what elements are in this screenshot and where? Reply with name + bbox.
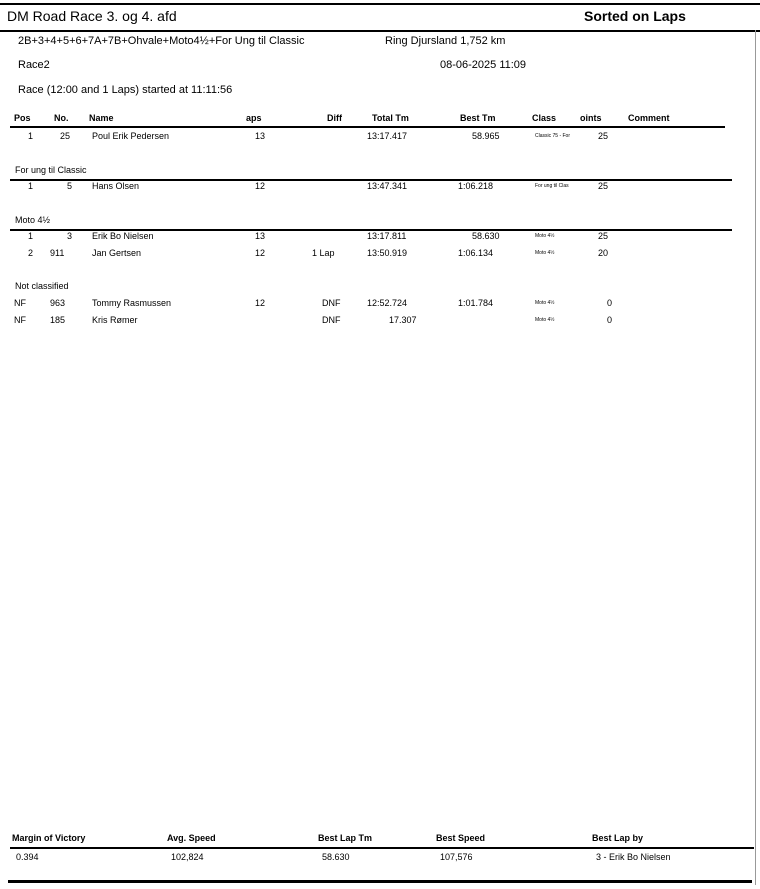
table-row-no: 25 (60, 131, 71, 141)
col-total: Total Tm (372, 113, 409, 123)
header-rule (10, 126, 725, 128)
col-comment: Comment (628, 113, 670, 123)
page-title: DM Road Race 3. og 4. afd (7, 8, 177, 24)
top-border (0, 3, 760, 5)
table-row-pos: 1 (28, 181, 34, 191)
table-row-diff: DNF (322, 315, 341, 325)
table-row-name: Hans Olsen (92, 181, 140, 191)
table-row-pos: 1 (28, 131, 34, 141)
col-name: Name (89, 113, 114, 123)
group-title: For ung til Classic (15, 165, 87, 175)
race-datetime: 08-06-2025 11:09 (440, 59, 527, 71)
table-row-points: 0 (607, 298, 613, 308)
table-row-diff: DNF (322, 298, 341, 308)
table-row-name: Tommy Rasmussen (92, 298, 172, 308)
table-row-total: 13:17.417 (367, 131, 408, 141)
table-row-total: 13:17.811 (367, 231, 407, 241)
col-points: oints (580, 113, 602, 123)
table-row-points: 0 (607, 315, 613, 325)
table-row-best: 58.965 (472, 131, 500, 141)
title-rule (0, 30, 760, 32)
table-row-no: 3 (67, 231, 73, 241)
table-row-no: 963 (50, 298, 66, 308)
table-row-name: Poul Erik Pedersen (92, 131, 170, 141)
right-border (755, 30, 756, 885)
table-row-class: Moto 4½ (535, 317, 555, 323)
col-no: No. (54, 113, 69, 123)
table-row-class: Moto 4½ (535, 233, 555, 239)
table-row-points: 25 (598, 131, 609, 141)
col-class: Class (532, 113, 557, 123)
table-row-points: 20 (598, 248, 609, 258)
table-row-total: 17.307 (389, 315, 417, 325)
table-row-points: 25 (598, 181, 609, 191)
table-row-no: 185 (50, 315, 66, 325)
table-row-total: 13:47.341 (367, 181, 408, 191)
table-row-class: For ung til Clas (535, 183, 569, 189)
table-row-total: 12:52.724 (367, 298, 408, 308)
table-row-pos: NF (14, 298, 26, 308)
table-row-laps: 13 (255, 231, 266, 241)
classes-line: 2B+3+4+5+6+7A+7B+Ohvale+Moto4½+For Ung til Classic (18, 35, 305, 47)
track-name: Ring Djursland 1,752 km (385, 35, 506, 47)
table-row-total: 13:50.919 (367, 248, 408, 258)
table-row-best: 1:06.218 (458, 181, 494, 191)
footer-margin-value: 0.394 (16, 852, 39, 862)
table-row-pos: 1 (28, 231, 34, 241)
table-row-name: Kris Rømer (92, 315, 138, 325)
table-row-class: Moto 4½ (535, 250, 555, 256)
table-row-class: Classic 75 - For (535, 133, 571, 139)
race-name: Race2 (18, 59, 50, 71)
col-pos: Pos (14, 113, 31, 123)
bottom-border (8, 880, 752, 883)
col-best: Best Tm (460, 113, 496, 123)
sort-label: Sorted on Laps (584, 8, 686, 24)
group-title: Moto 4½ (15, 215, 51, 225)
table-row-pos: NF (14, 315, 26, 325)
footer-avg-value: 102,824 (171, 852, 204, 862)
footer-margin-label: Margin of Victory (12, 833, 86, 843)
footer-bestlap-label: Best Lap Tm (318, 833, 373, 843)
table-row-best: 1:06.134 (458, 248, 494, 258)
footer-rule (10, 847, 754, 849)
col-laps: aps (246, 113, 262, 123)
table-row-no: 5 (67, 181, 73, 191)
table-row-no: 911 (50, 248, 65, 258)
table-row-best: 58.630 (472, 231, 500, 241)
table-row-diff: 1 Lap (312, 248, 335, 258)
table-row-class: Moto 4½ (535, 300, 555, 306)
table-row-laps: 12 (255, 248, 266, 258)
table-row-pos: 2 (28, 248, 34, 258)
table-row-best: 1:01.784 (458, 298, 494, 308)
table-row-name: Jan Gertsen (92, 248, 142, 258)
col-diff: Diff (327, 113, 342, 123)
table-row-laps: 13 (255, 131, 266, 141)
footer-bestby-label: Best Lap by (592, 833, 644, 843)
footer-bestspeed-label: Best Speed (436, 833, 486, 843)
group-title: Not classified (15, 281, 69, 291)
race-info: Race (12:00 and 1 Laps) started at 11:11:56 (18, 84, 233, 96)
table-row-laps: 12 (255, 181, 266, 191)
footer-bestspeed-value: 107,576 (440, 852, 473, 862)
footer-avg-label: Avg. Speed (167, 833, 216, 843)
table-row-name: Erik Bo Nielsen (92, 231, 154, 241)
table-row-laps: 12 (255, 298, 266, 308)
footer-bestlap-value: 58.630 (322, 852, 350, 862)
table-row-points: 25 (598, 231, 609, 241)
footer-bestby-value: 3 - Erik Bo Nielsen (596, 852, 671, 862)
